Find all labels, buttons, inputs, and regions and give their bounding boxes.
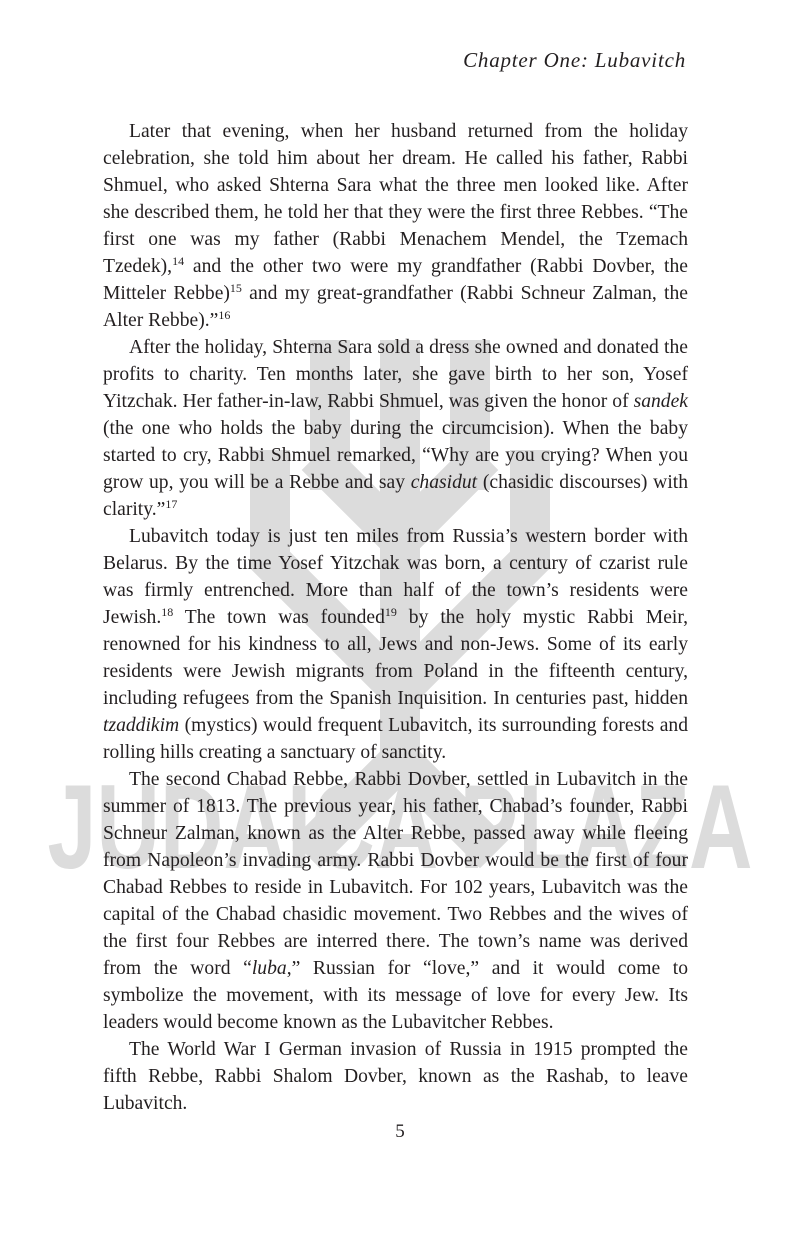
footnote-ref: 18 xyxy=(161,605,174,619)
text-run: After the holiday, Shterna Sara sold a dress she owned and donated the profits to charity. Ten months later, she gave birth to her son, Yosef Yitzchak. Her father-in-law, Rabbi Shmuel, was given the honor of xyxy=(103,337,688,412)
text-run: (chasidic discourses) with clarity.” xyxy=(103,472,688,520)
paragraph-1 xyxy=(103,118,688,334)
footnote-ref: 14 xyxy=(172,254,185,268)
running-head: Chapter One: Lubavitch xyxy=(463,48,686,72)
text-run: and the other two were my grandfather (Rabbi Dovber, the Mitteler Rebbe) xyxy=(103,256,688,304)
footnote-ref: 16 xyxy=(218,308,231,322)
footnote-ref: 19 xyxy=(384,605,397,619)
text-run: Later that evening, when her husband returned from the holiday celebration, she told him about her dream. He called his father, Rabbi Shmuel, who asked Shterna Sara what the three men looked like. After she described them, he told her that they were the first three Rebbes. “The first one was my father (Rabbi Menachem Mendel, the Tzemach Tzedek), xyxy=(103,121,688,277)
text-run: by the holy mystic Rabbi Meir, renowned for his kindness to all, Jews and non-Jews. Some of its early residents were Jewish migrants from Poland in the fifteenth century, including refugees from the Spanish Inquisition. In centuries past, hidden xyxy=(103,607,688,709)
page-number: 5 xyxy=(395,1121,405,1142)
paragraph-5 xyxy=(103,1036,688,1117)
body-text xyxy=(103,118,688,1117)
paragraph-2 xyxy=(103,334,688,523)
text-run: (mystics) would frequent Lubavitch, its surrounding forests and rolling hills creating a sanctuary of sanctity. xyxy=(103,715,688,763)
text-run: ,” Russian for “love,” and it would come to symbolize the movement, with its message of love for every Jew. Its leaders would become known as the Lubavitcher Rebbes. xyxy=(103,958,689,1033)
footnote-ref: 17 xyxy=(165,497,178,511)
italic-term: chasidut xyxy=(410,472,478,493)
text-run: The town was founded xyxy=(173,607,385,628)
italic-term: luba xyxy=(251,958,287,979)
text-run: Lubavitch today is just ten miles from Russia’s western border with Belarus. By the time Yosef Yitzchak was born, a century of czarist rule was firmly entrenched. More than half of the town’s residents were Jewish. xyxy=(103,526,688,628)
italic-term: tzaddikim xyxy=(103,715,180,736)
text-run: The World War I German invasion of Russia in 1915 prompted the fifth Rebbe, Rabbi Shalom Dovber, known as the Rashab, to leave Lubavitch. xyxy=(103,1039,688,1114)
text-run: The second Chabad Rebbe, Rabbi Dovber, settled in Lubavitch in the summer of 1813. The previous year, his father, Chabad’s founder, Rabbi Schneur Zalman, known as the Alter Rebbe, passed away while fleeing from Napoleon’s invading army. Rabbi Dovber would be the first of four Chabad Rebbes to reside in Lubavitch. For 102 years, Lubavitch was the capital of the Chabad chasidic movement. Two Rebbes and the wives of the first four Rebbes are interred there. The town’s name was derived from the word “ xyxy=(103,769,688,979)
text-run: and my great-grandfather (Rabbi Schneur Zalman, the Alter Rebbe).” xyxy=(103,283,688,331)
footnote-ref: 15 xyxy=(229,281,242,295)
text-run: (the one who holds the baby during the circumcision). When the baby started to cry, Rabbi Shmuel remarked, “Why are you crying? When you grow up, you will be a Rebbe and say xyxy=(103,418,688,493)
paragraph-3 xyxy=(103,523,688,766)
watermark-wordmark: JUDAICA PLAZA xyxy=(47,760,753,894)
paragraph-4 xyxy=(103,766,688,1036)
italic-term: sandek xyxy=(633,391,688,412)
